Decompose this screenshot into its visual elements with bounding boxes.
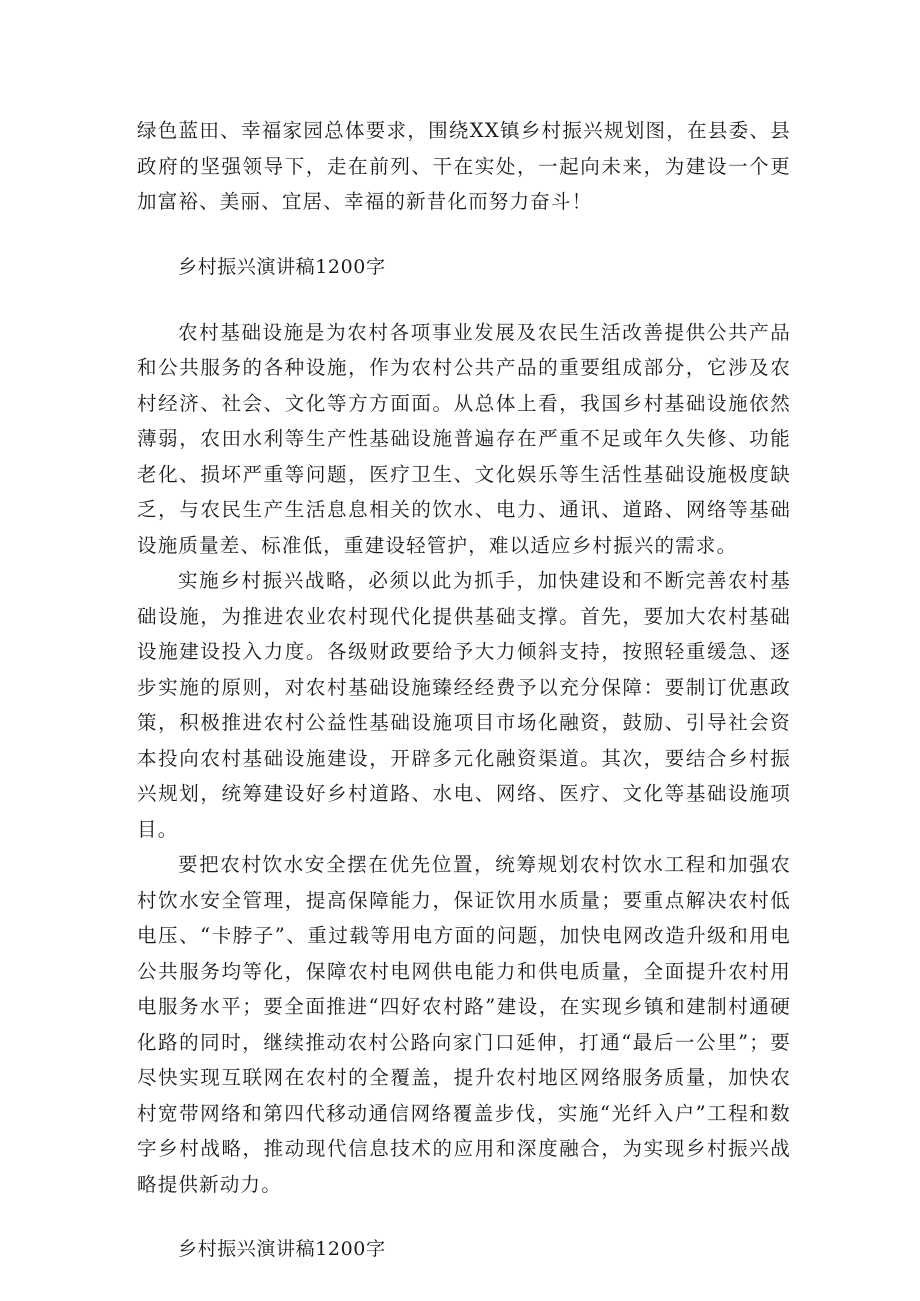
section-heading-repeat: 乡村振兴演讲稿1200字	[178, 1238, 386, 1260]
body-paragraph-infrastructure: 农村基础设施是为农村各项事业发展及农民生活改善提供公共产品和公共服务的各种设施，作为农村公共产品的重要组成部分，它涉及农村经济、社会、文化等方方面面。从总体上看，我国乡村基础设施依然薄弱，农田水利等生产性基础设施普遍存在严重不足或年久失修、功能老化、损坏严重等问题，医疗卫生、文化娱乐等生活性基础设施极度缺乏，与农民生产生活息息相关的饮水、电力、通讯、道路、网络等基础设施质量差、标准低，重建设轻管护，难以适应乡村振兴的需求。	[137, 320, 791, 557]
spacer	[137, 220, 791, 250]
spacer	[137, 285, 791, 315]
body-paragraph-strategy: 实施乡村振兴战略，必须以此为抓手，加快建设和不断完善农村基础设施，为推进农业农村现代化提供基础支撑。首先，要加大农村基础设施建设投入力度。各级财政要给予大力倾斜支持，按照轻重缓急、逐步实施的原则，对农村基础设施臻经经费予以充分保障：要制订优惠政策，积极推进农村公益性基础设施项目市场化融资，鼓励、引导社会资本投向农村基础设施建设，开辟多元化融资渠道。其次，要结合乡村振兴规划，统筹建设好乡村道路、水电、网络、医疗、文化等基础设施项目。	[137, 569, 791, 841]
spacer	[137, 1202, 791, 1232]
intro-paragraph: 绿色蓝田、幸福家园总体要求，围绕XX镇乡村振兴规划图，在县委、县政府的坚强领导下，走在前列、干在实处，一起向未来，为建设一个更加富裕、美丽、宜居、幸福的新昔化而努力奋斗！	[137, 119, 791, 213]
body-paragraph-utilities: 要把农村饮水安全摆在优先位置，统筹规划农村饮水工程和加强农村饮水安全管理，提高保障能力，保证饮用水质量；要重点解决农村低电压、“卡脖子”、重过载等用电方面的问题，加快电网改造升级和用电公共服务均等化，保障农村电网供电能力和供电质量，全面提升农村用电服务水平；要全面推进“四好农村路”建设，在实现乡镇和建制村通硬化路的同时，继续推动农村公路向家门口延伸，打通“最后一公里”；要尽快实现互联网在农村的全覆盖，提升农村地区网络服务质量，加快农村宽带网络和第四代移动通信网络覆盖步伐，实施“光纤入户”工程和数字乡村战略，推动现代信息技术的应用和深度融合，为实现乡村振兴战略提供新动力。	[137, 853, 791, 1196]
section-heading: 乡村振兴演讲稿1200字	[178, 255, 386, 278]
document-body	[137, 113, 791, 1267]
